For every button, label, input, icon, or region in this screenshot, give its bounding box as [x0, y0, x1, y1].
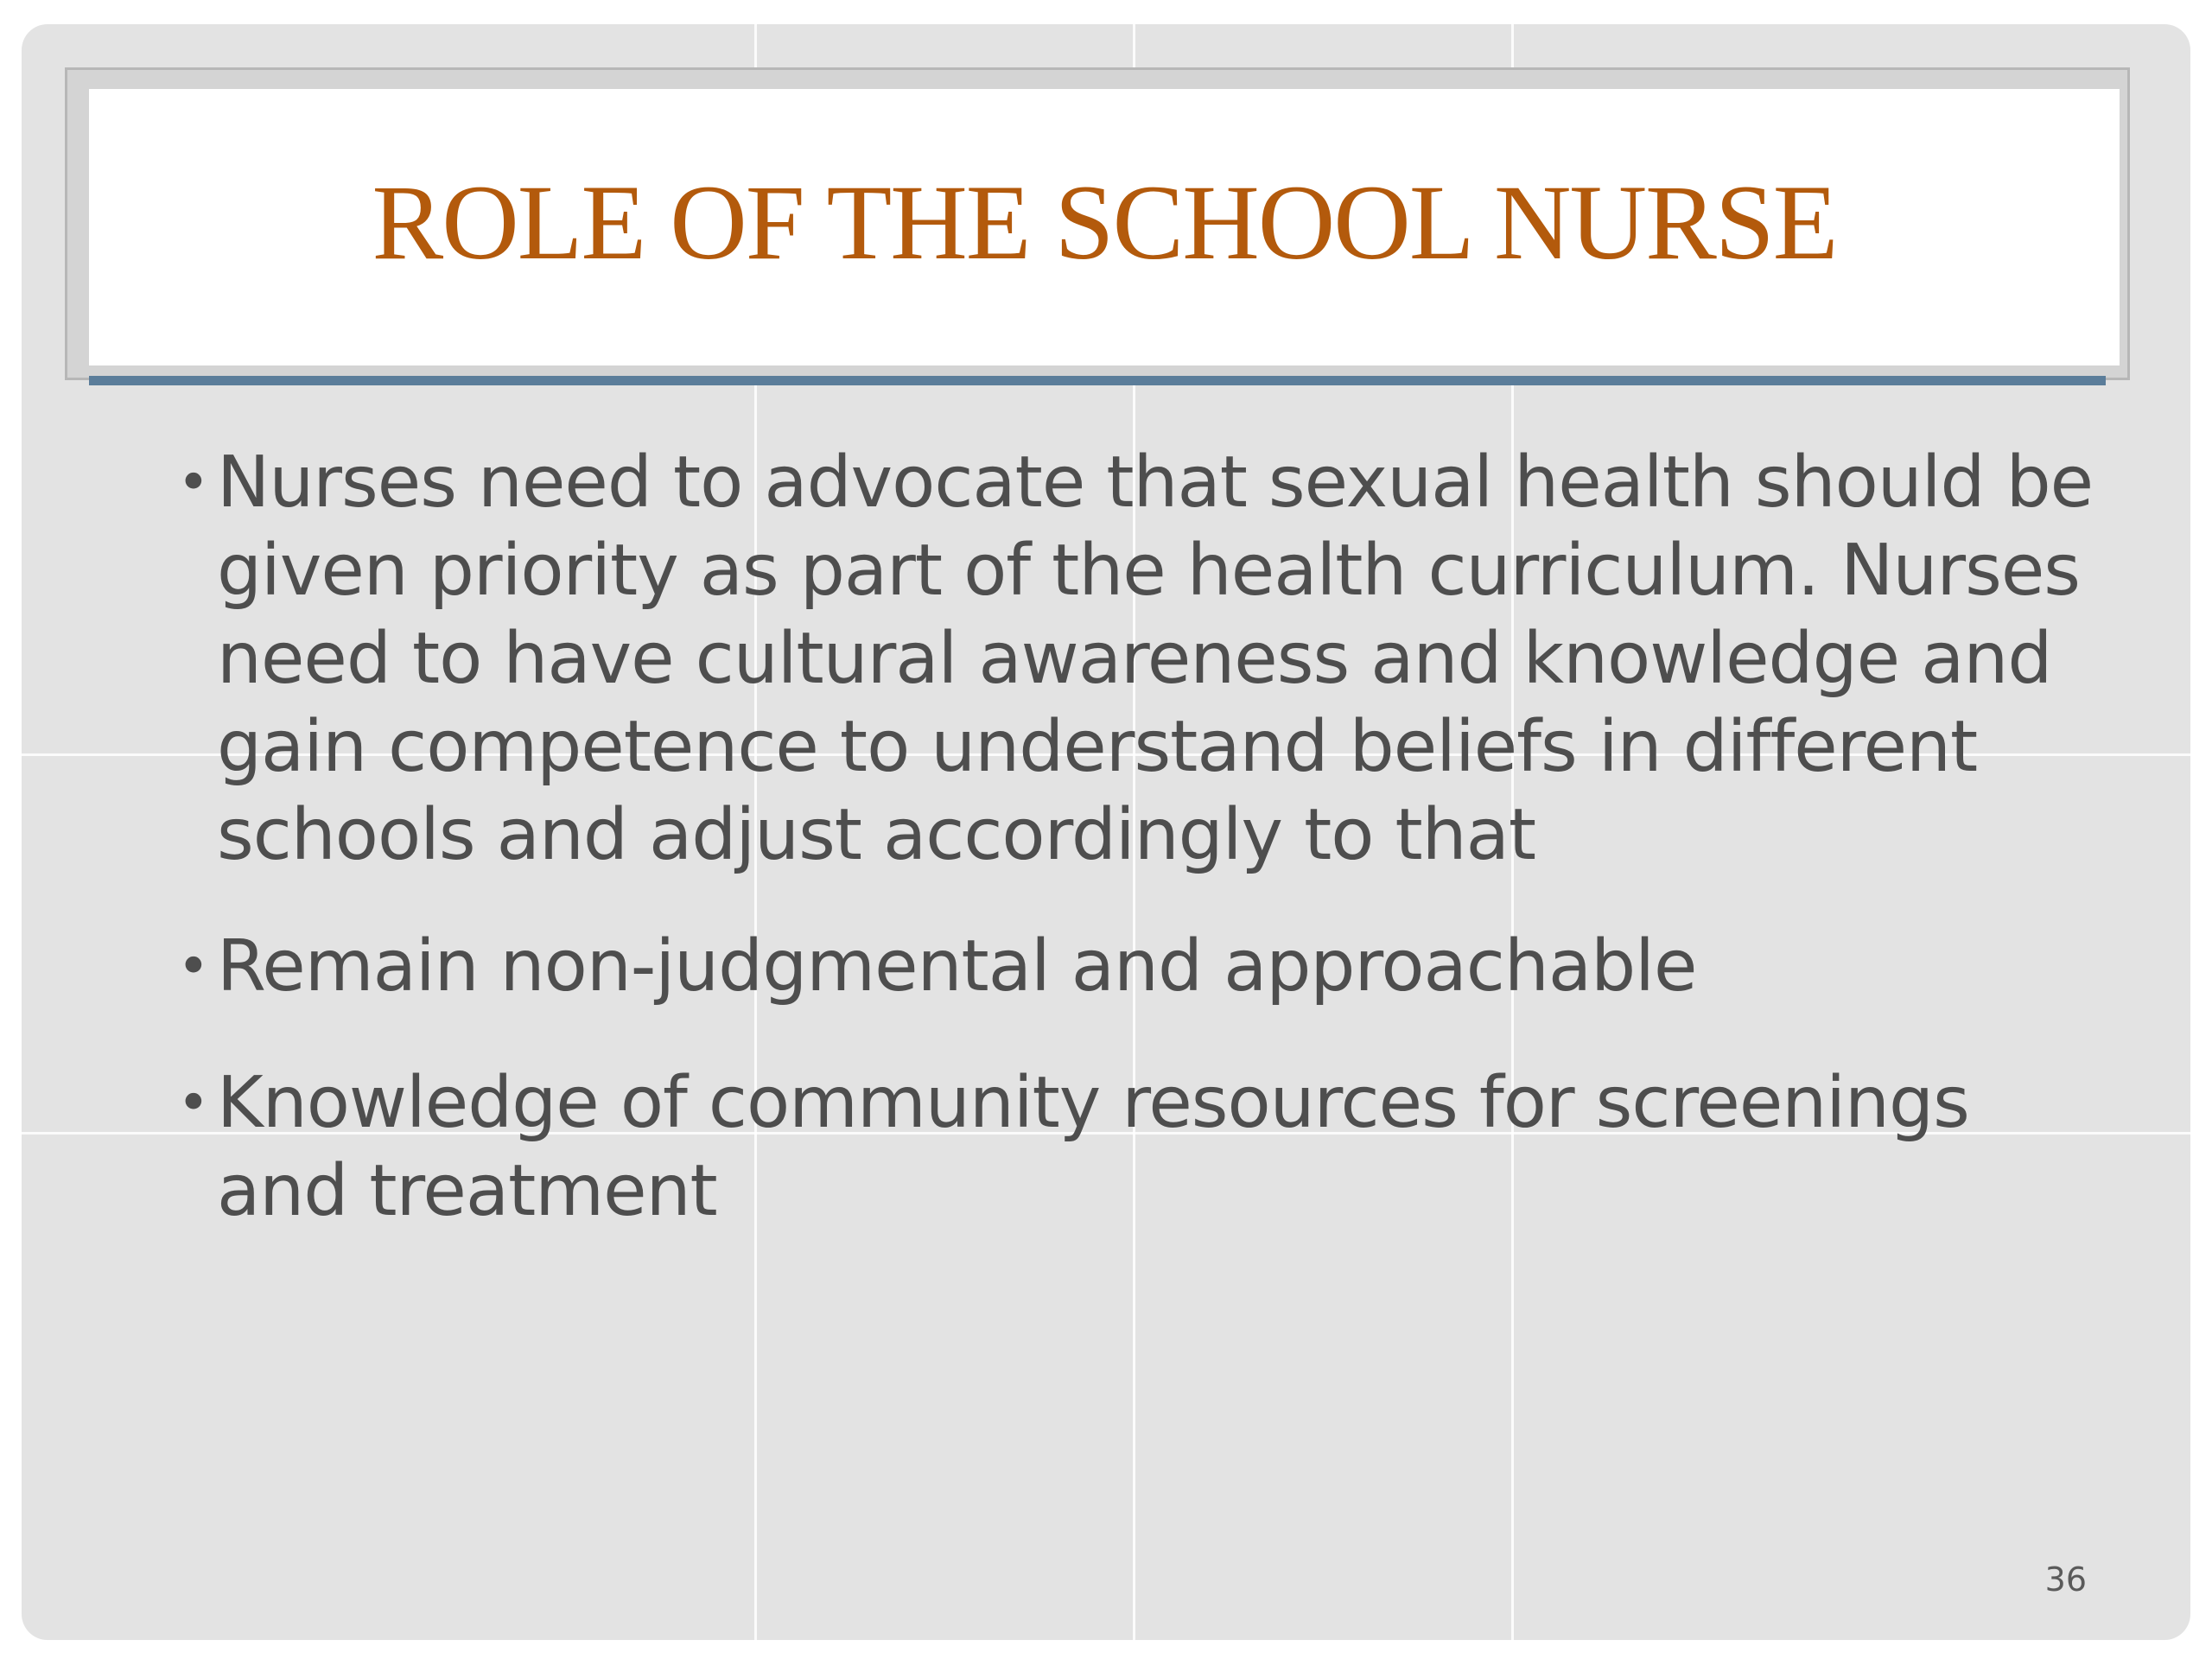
bullet-text: Knowledge of community resources for screenings and treatment — [217, 1062, 1969, 1232]
bullet-icon: • — [177, 935, 209, 999]
bullet-text: Nurses need to advocate that sexual health should be given priority as part of the health curriculum. Nurses need to have cultural awareness and knowledge and gain competence to understand beliefs in different schools and adjust accordingly to that — [217, 442, 2094, 876]
slide — [22, 24, 2190, 1640]
title-underline — [89, 376, 2106, 385]
bullet-item — [160, 439, 2113, 880]
bullet-text: Remain non-judgmental and approachable — [217, 925, 1697, 1007]
bullet-list — [160, 439, 2113, 1284]
page-number: 36 — [2044, 1560, 2087, 1599]
bullet-item — [160, 923, 2113, 1011]
slide-title: ROLE OF THE SCHOOL NURSE — [372, 163, 1837, 282]
bullet-icon: • — [177, 1071, 209, 1135]
bullet-item — [160, 1059, 2113, 1236]
title-box — [89, 89, 2120, 365]
bullet-icon: • — [177, 451, 209, 515]
